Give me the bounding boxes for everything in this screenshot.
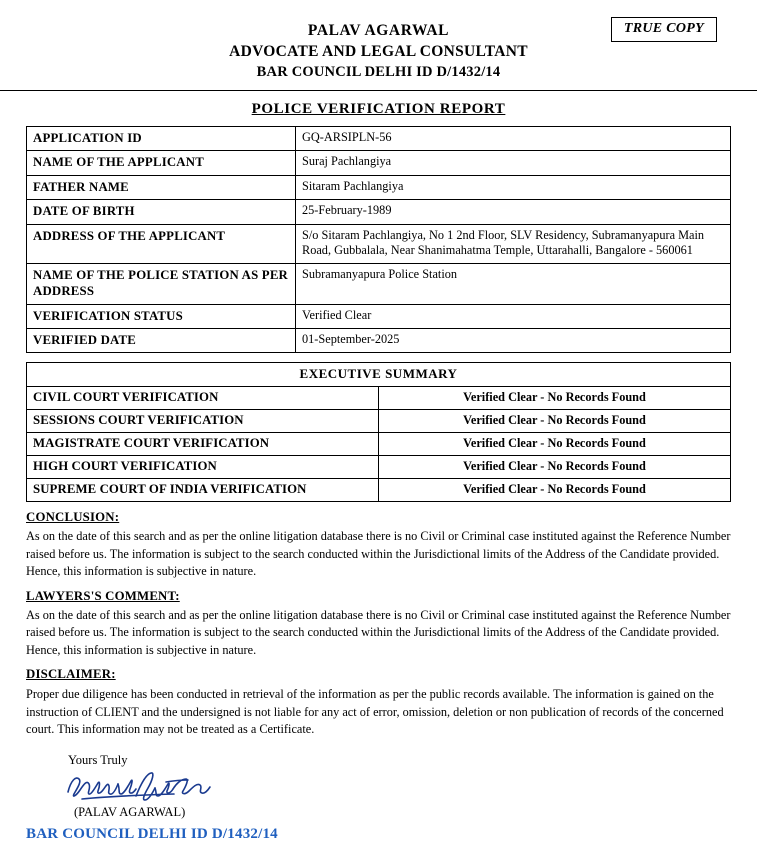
detail-label: VERIFICATION STATUS [27, 304, 296, 328]
advocate-bar-council-id: BAR COUNCIL DELHI ID D/1432/14 [256, 64, 501, 80]
summary-value: Verified Clear - No Records Found [379, 479, 731, 502]
report-title: POLICE VERIFICATION REPORT [251, 101, 506, 117]
detail-value: Suraj Pachlangiya [296, 151, 731, 175]
table-row [27, 175, 731, 199]
lawyers-comment-title: LAWYERS'S COMMENT: [26, 588, 180, 603]
conclusion-title: CONCLUSION: [26, 510, 120, 525]
executive-summary-heading: EXECUTIVE SUMMARY [27, 363, 731, 387]
detail-value: 25-February-1989 [296, 200, 731, 224]
disclaimer-title: DISCLAIMER: [26, 667, 116, 682]
table-row [27, 433, 731, 456]
disclaimer-body: Proper due diligence has been conducted in retrieval of the information as per the public records available. The information is gained on the instruction of CLIENT and the undersigned is not liable for any act of error, omission, deletion or non publication of records of the concerned court. This information may not be treated as a Certificate. [26, 687, 724, 737]
table-row [27, 200, 731, 224]
summary-label: SUPREME COURT OF INDIA VERIFICATION [27, 479, 379, 502]
detail-label: NAME OF THE APPLICANT [27, 151, 296, 175]
yours-truly-text: Yours Truly [68, 752, 128, 767]
table-row [27, 479, 731, 502]
summary-value: Verified Clear - No Records Found [379, 387, 731, 410]
table-row [27, 263, 731, 304]
summary-label: MAGISTRATE COURT VERIFICATION [27, 433, 379, 456]
applicant-details-table [26, 126, 731, 353]
table-row [27, 456, 731, 479]
summary-label: SESSIONS COURT VERIFICATION [27, 410, 379, 433]
detail-value: Subramanyapura Police Station [296, 263, 731, 304]
detail-label: ADDRESS OF THE APPLICANT [27, 224, 296, 263]
detail-value: 01-September-2025 [296, 329, 731, 353]
detail-value: S/o Sitaram Pachlangiya, No 1 2nd Floor, SLV Residency, Subramanyapura Main Road, Gubbalala, Near Shanimahatma Temple, Uttarahalli, Bangalore - 560061 [296, 224, 731, 263]
table-row [27, 387, 731, 410]
detail-value: Verified Clear [296, 304, 731, 328]
detail-label: NAME OF THE POLICE STATION AS PER ADDRESS [27, 263, 296, 304]
table-row [27, 329, 731, 353]
header-divider [0, 90, 757, 91]
summary-label: HIGH COURT VERIFICATION [27, 456, 379, 479]
table-row [27, 224, 731, 263]
advocate-name: PALAV AGARWAL [307, 22, 450, 39]
signature-image [62, 770, 212, 804]
lawyers-comment-section [26, 589, 731, 659]
detail-label: APPLICATION ID [27, 127, 296, 151]
detail-value: Sitaram Pachlangiya [296, 175, 731, 199]
detail-label: FATHER NAME [27, 175, 296, 199]
table-row [27, 304, 731, 328]
advocate-designation: ADVOCATE AND LEGAL CONSULTANT [229, 43, 528, 60]
disclaimer-section [26, 667, 731, 738]
detail-label: DATE OF BIRTH [27, 200, 296, 224]
executive-summary-table [26, 362, 731, 502]
detail-label: VERIFIED DATE [27, 329, 296, 353]
table-row [27, 151, 731, 175]
summary-label: CIVIL COURT VERIFICATION [27, 387, 379, 410]
footer [0, 826, 757, 843]
summary-value: Verified Clear - No Records Found [379, 433, 731, 456]
conclusion-body: As on the date of this search and as per the online litigation database there is no Civil or Criminal case instituted against the Reference Number raised before us. The information is subject to the search conducted within the Jurisdictional limits of the Address of the Candidate provided. Hence, this information is subjective in nature. [26, 529, 731, 579]
footer-bar-council-id: BAR COUNCIL DELHI ID D/1432/14 [26, 825, 278, 842]
summary-value: Verified Clear - No Records Found [379, 456, 731, 479]
table-header-row [27, 363, 731, 387]
summary-value: Verified Clear - No Records Found [379, 410, 731, 433]
true-copy-stamp: TRUE COPY [611, 17, 717, 42]
signed-name: (PALAV AGARWAL) [74, 804, 186, 819]
lawyers-comment-body: As on the date of this search and as per the online litigation database there is no Civil or Criminal case instituted against the Reference Number raised before us. The information is subject to the search conducted within the Jurisdictional limits of the Address of the Candidate provided. Hence, this information is subjective in nature. [26, 607, 731, 657]
conclusion-section [26, 510, 731, 580]
document-body [0, 126, 757, 820]
table-row [27, 127, 731, 151]
signature-block [26, 753, 731, 820]
table-row [27, 410, 731, 433]
detail-value: GQ-ARSIPLN-56 [296, 127, 731, 151]
